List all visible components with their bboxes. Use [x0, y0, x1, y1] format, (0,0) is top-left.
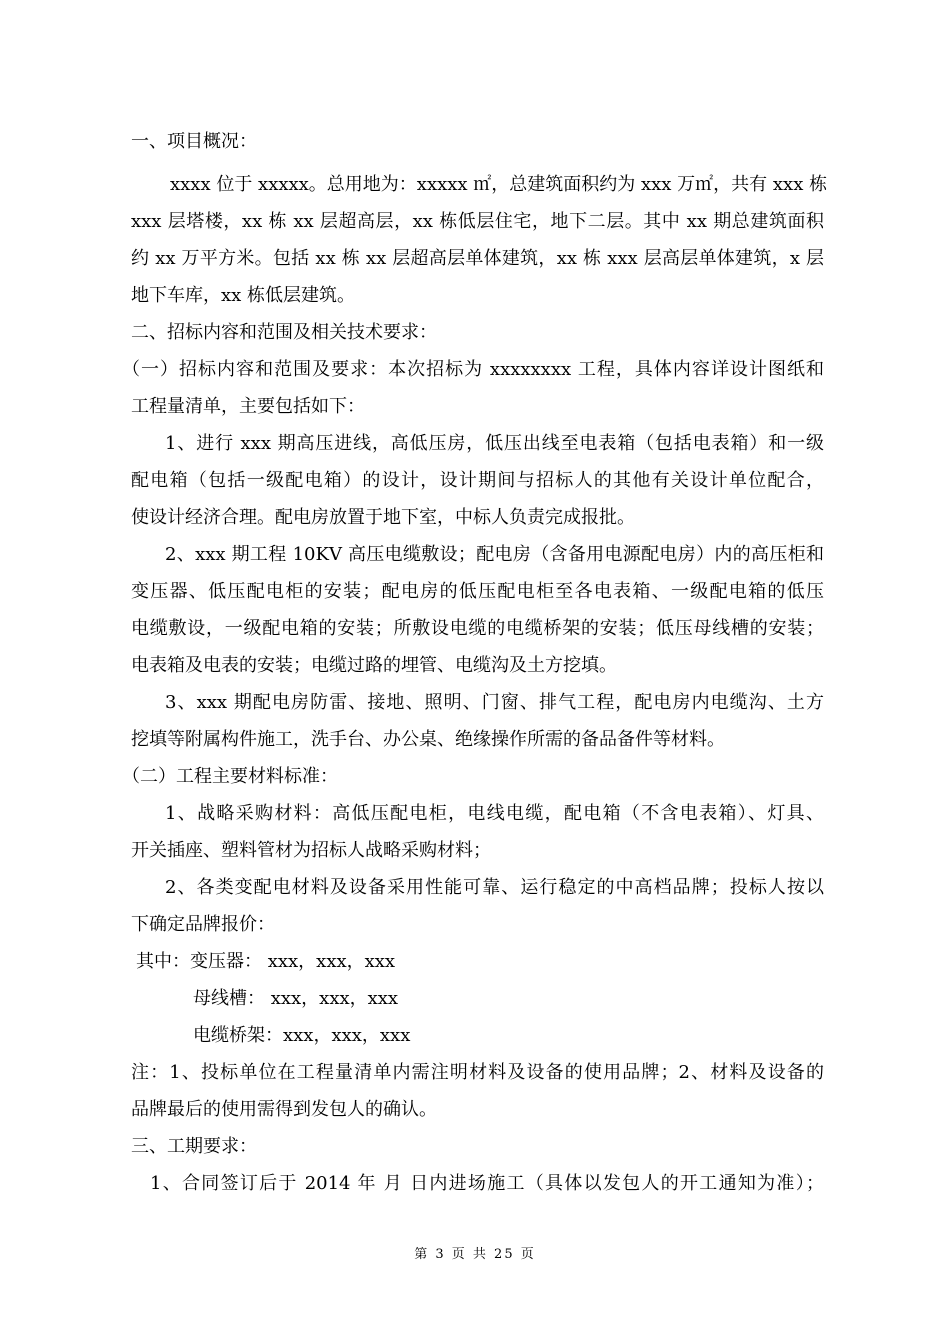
- paragraph-line: 电缆敷设，一级配电箱的安装；所敷设电缆的电缆桥架的安装；低压母线槽的安装；: [131, 618, 824, 639]
- note-line: 品牌最后的使用需得到发包人的确认。: [131, 1099, 437, 1120]
- paragraph-line: 挖填等附属构件施工，洗手台、办公桌、绝缘操作所需的备品备件等材料。: [131, 729, 725, 750]
- paragraph-line: 开关插座、塑料管材为招标人战略采购材料；: [131, 840, 491, 861]
- section-heading: 一、项目概况：: [131, 131, 257, 152]
- paragraph-line: 1、合同签订后于 2014 年 月 日内进场施工（具体以发包人的开工通知为准）；: [150, 1173, 824, 1194]
- paragraph-line: 使设计经济合理。配电房放置于地下室，中标人负责完成报批。: [131, 507, 635, 528]
- paragraph-line: 约 xx 万平方米。包括 xx 栋 xx 层超高层单体建筑，xx 栋 xxx 层高层单体建筑，x 层: [131, 248, 824, 269]
- paragraph-line: 配电箱（包括一级配电箱）的设计，设计期间与招标人的其他有关设计单位配合，: [131, 470, 824, 491]
- brand-list-line: 其中：变压器： xxx，xxx，xxx: [136, 951, 396, 972]
- paragraph-line: （一）招标内容和范围及要求：本次招标为 xxxxxxxx 工程，具体内容详设计图纸和: [122, 359, 824, 380]
- paragraph-line: 3、xxx 期配电房防雷、接地、照明、门窗、排气工程，配电房内电缆沟、土方: [165, 692, 824, 713]
- paragraph-line: xxxx 位于 xxxxx。总用地为：xxxxx ㎡，总建筑面积约为 xxx 万㎡，共有 xxx 栋: [170, 174, 828, 195]
- section-heading: 三、工期要求：: [131, 1136, 257, 1157]
- paragraph-line: 1、进行 xxx 期高压进线，高低压房，低压出线至电表箱（包括电表箱）和一级: [165, 433, 824, 454]
- page-footer: 第 3 页 共 25 页: [414, 1247, 536, 1262]
- brand-list-line: 母线槽： xxx，xxx，xxx: [193, 988, 399, 1009]
- section-heading: （二）工程主要材料标准：: [122, 766, 338, 787]
- brand-list-line: 电缆桥架：xxx，xxx，xxx: [193, 1025, 411, 1046]
- paragraph-line: xxx 层塔楼，xx 栋 xx 层超高层，xx 栋低层住宅，地下二层。其中 xx 期总建筑面积: [131, 211, 824, 232]
- paragraph-line: 1、战略采购材料：高低压配电柜，电线电缆，配电箱（不含电表箱）、灯具、: [165, 803, 824, 824]
- note-line: 注：1、投标单位在工程量清单内需注明材料及设备的使用品牌；2、材料及设备的: [131, 1062, 824, 1083]
- section-heading: 二、招标内容和范围及相关技术要求：: [131, 322, 437, 343]
- paragraph-line: 2、各类变配电材料及设备采用性能可靠、运行稳定的中高档品牌；投标人按以: [165, 877, 824, 898]
- paragraph-line: 工程量清单，主要包括如下：: [131, 396, 365, 417]
- paragraph-line: 电表箱及电表的安装；电缆过路的埋管、电缆沟及土方挖填。: [131, 655, 617, 676]
- paragraph-line: 变压器、低压配电柜的安装；配电房的低压配电柜至各电表箱、一级配电箱的低压: [131, 581, 824, 602]
- paragraph-line: 下确定品牌报价：: [131, 914, 275, 935]
- paragraph-line: 地下车库，xx 栋低层建筑。: [131, 285, 356, 306]
- paragraph-line: 2、xxx 期工程 10KV 高压电缆敷设；配电房（含备用电源配电房）内的高压柜和: [165, 544, 824, 565]
